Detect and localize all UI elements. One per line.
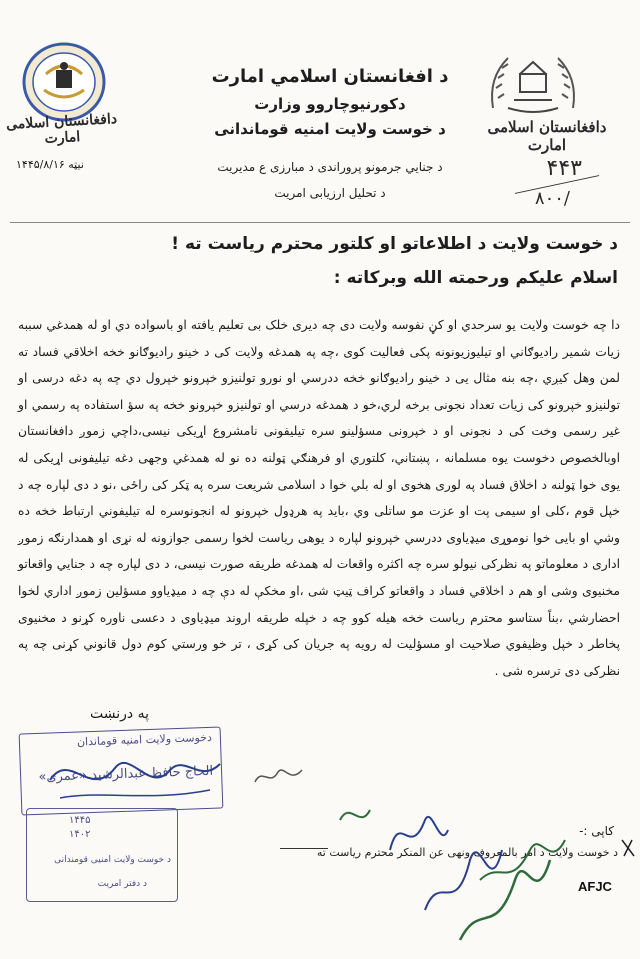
office-registration-stamp	[26, 808, 178, 902]
reference-date: نیټه ۱۴۴۵/۸/۱۶	[16, 158, 84, 171]
handwritten-notes-icon	[330, 790, 580, 950]
cert-year-hijri: ۱۴۴۵	[69, 815, 91, 826]
afjc-watermark: AFJC	[578, 879, 612, 894]
letter-addressee: د خوست ولایت د اطلاعاتو او کلتور محترم ریاست ته !	[171, 234, 618, 254]
cert-office-sub: د دفتر امریت	[97, 879, 147, 889]
stamp-name: الحاج حافظ عبدالرشید «عمری»	[38, 763, 214, 785]
copy-label: کاپی :-	[579, 824, 614, 838]
reference-number: ۴۴۳	[546, 156, 582, 181]
handwritten-initial-icon	[250, 762, 310, 792]
letter-body-paragraph: دا چه خوست ولایت یو سرحدي او کڼ نفوسه ولایت دی چه دیری خلک بی تعلیم یافته او باسواده دي او له همدغي سببه زیات شمیر رادیوګاني او تیلیوزیونونه پکی فعالیت کوی ،چه په همدغه ولایت کی د خینو رادیوګانو خخه اخلاقي فساد ته لمن وهل کیږي ،چه بنه مثال یی د خینو رادیوګانو خخه ددرسي او نورو تولنیزو خپرونو خپرول دي چه په دغه درسی او تولنیزو خپرونو کی زیات تعداد نجونی برخه لري،خو د همدغه درسي او تولنیزو خپرونو خخه په سؤ استفاده په رسمي او غیر رسمی وخت کی د نجونی او د خپرونی مسؤلینو سره تیلیفونی نامشروع اړیکی نیسی،داچي زموږ دافغانستان اوبالخصوص دخوست یوه مسلمانه ، پښتاني، کلتوري او فرهنګي ټولنه ده نو له همدغي وجهی دغه تیلیفونی اړیکی له یوی خوا ټولنه د اخلاق فساد په لوری هخوی او له بلي خوا د اسلامی شریعت سره په ټکر کی راځی ،نو د دی لپاره چه د خپل قوم ،کلی او سیمی پت او عزت مو ساتلی وي ،باید په هرډول خپرونو له انجونوسره له تیلیفوني ارتباط خخه ده وشي او بایی خوا نوموړی میډیاوی ددرسي خپرونو لپاره د یوهی ریاست لخوا رسمی جوازونه له نړی او همدارنګه زموږ اداری د معلوماتو په نظرکی نیولو سره چه اکثره واقعات له همدغه طریقه صورت نیسی، د دی لپاره چه د جنایي واقعاتو مخنیوی وشی او هم د اخلاقي فساد د واقعاتو کراف ټیټ شی ،او مخکې له دې چه د میډیاوو مسؤلین زموږ اداري لخوا احضارشي ،بناً ستاسو محترم ریاست خخه هیله کوو چه د خپله طریقه اروند میډیاوی د دعسی ناوره کړنو د مخنیوی پخاطر د خپل وظیفوي صلاحیت او مسؤلیت له رویه په جریان کی کړی ، تر خو ورستي کوم دول قانوني کړنی چه په نظرکی دی ترسره شی .	[18, 318, 620, 678]
margin-mark-icon	[618, 836, 638, 860]
stamp-title: دخوست ولایت امنیه قوماندان	[76, 730, 213, 749]
closing-respect: په درنښت	[90, 706, 149, 722]
header-directorate: د جنایي جرمونو پروراندی د مبارزی ع مدیریت	[217, 160, 443, 174]
cert-office-name: د خوست ولایت امنیی قومندانی	[54, 855, 171, 865]
header-emirate: د افغانستان اسلامي امارت	[211, 66, 449, 87]
emirate-emblem-icon	[478, 48, 588, 118]
header-department: د تحلیل ارزیابی امریت	[274, 186, 386, 200]
copy-recipient: د خوست ولایت د امر بالمعروف ونهی عن المنکر محترم ریاست ته	[316, 846, 618, 859]
emirate-calligraphy-left: دافغانستان اسلامی امارت	[5, 111, 118, 147]
header-ministry: دکورنیوچاروو وزارت	[254, 95, 406, 113]
letter-greeting: اسلام علیکم ورحمته الله وبرکاته :	[333, 268, 618, 288]
header-command: د خوست ولایت امنیه قوماندانی	[214, 120, 446, 138]
reference-slash-number: ۸۰۰/	[534, 188, 570, 209]
emirate-calligraphy-right: دافغانستان اسلامی امارت	[487, 118, 607, 154]
header-divider	[10, 222, 630, 223]
cert-year-solar: ۱۴۰۲	[69, 829, 91, 840]
